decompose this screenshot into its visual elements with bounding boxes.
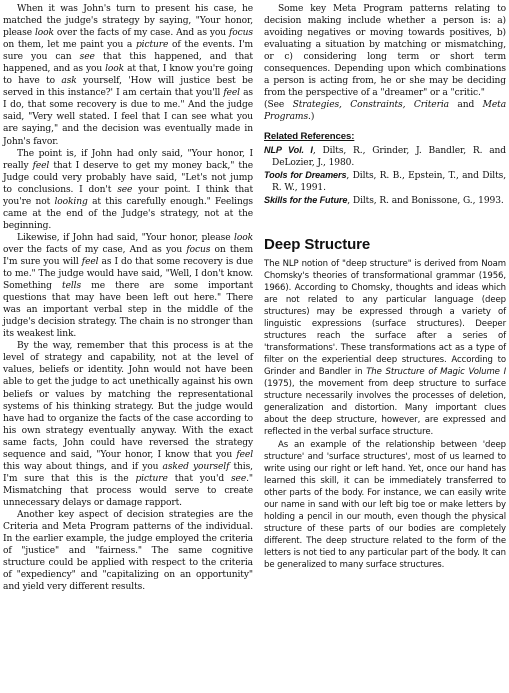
- emphasis: asked yourself: [162, 461, 230, 472]
- emphasis: picture: [135, 40, 169, 51]
- reference-item: NLP Vol. I, Dilts, R., Grinder, J. Bandler, R. and DeLozier, J., 1980.: [264, 144, 507, 168]
- emphasis: see: [79, 52, 95, 63]
- paragraph: The NLP notion of "deep structure" is derived from Noam Chomsky's theories of transformational grammar (1956, 1966). According to Chomsky, thoughts and ideas which are not related to any particular language (deep structures) may be expressed through a variety of linguistic expressions (surface structures). Deeper structures reach the surface after a series of 'transformations'. These transformations act as a type of filter on the experiential deep structures. According to Grinder and Bandler in The Structure of Magic Volume I (1975), the movement from deep structure to surface structure necessarily involves the processes of deletion, generalization and distortion. Many important clues about the deep structure, however, are expressed and reflected in the verbal surface structure.: [264, 258, 506, 438]
- emphasis: picture: [135, 473, 168, 484]
- reference-item: Skills for the Future, Dilts, R. and Bonissone, G., 1993.: [264, 194, 504, 206]
- emphasis: tells: [62, 281, 82, 292]
- see-also-note: (See Strategies, Constraints, Criteria and Meta Programs.): [264, 100, 507, 123]
- references-heading: Related References:: [264, 131, 355, 143]
- emphasis: feel: [236, 449, 253, 460]
- paragraph: The point is, if John had only said, "Your honor, I really feel that I deserve to get my money back," the Judge could very probably have said, "Let's not jump to conclusions. I don't see your point. I think that you're not looking at this carefully enough." Feelings came at the end of the Judge's strategy, not at the beginning.: [3, 148, 253, 231]
- emphasis: Meta Programs.: [264, 100, 507, 123]
- emphasis: look: [234, 232, 253, 243]
- paragraph: Another key aspect of decision strategies are the Criteria and Meta Program patterns of the individual. In the earlier example, the judge employed the criteria of "justice" and "fairness." The same cognitive structure could be applied with respect to the criteria of "expediency" and "capitalizing on an opportunity" and yield very different results.: [3, 509, 253, 593]
- emphasis: feel: [32, 160, 50, 171]
- emphasis: look: [105, 64, 125, 75]
- emphasis: looking: [54, 196, 88, 207]
- paragraph: Likewise, if John had said, "Your honor, please look over the facts of my case, And as you focus on them I'm sure you will feel as I do that some recovery is due to me." The judge would have said, "Well, I don't know. Something tells me there are some important questions that may have been left out here." There was an important verbal step in the middle of the judge's decision strategy. The chain is no stronger than its weakest link.: [3, 232, 254, 340]
- emphasis: feel: [223, 88, 240, 99]
- reference-item: Tools for Dreamers, Dilts, R. B., Epstein, T., and Dilts, R. W., 1991.: [264, 169, 506, 193]
- emphasis: ask: [61, 76, 77, 87]
- emphasis: feel: [81, 256, 99, 267]
- emphasis: focus: [186, 244, 211, 255]
- section-body: [264, 258, 506, 571]
- paragraph: When it was John's turn to present his case, he matched the judge's strategy by saying, "Your honor, please look over the facts of my case. And as you focus on them, let me paint you a picture of the events. I'm sure you can see that this happened, and that happened, and as you look at that, I know you're going to have to ask yourself, 'How will justice best be served in this instance?' I am certain that you'll feel as I do, that some recovery is due to me." And the judge said, "Very well stated. I feel that I can see what you are saying," and the decision was eventually made in John's favor.: [3, 4, 254, 147]
- emphasis: look: [34, 28, 54, 39]
- reference-title: Skills for the Future: [264, 194, 348, 205]
- paragraph: As an example of the relationship between 'deep structure' and 'surface structures', most of us learned to write using our right or left hand. Yet, once our hand has learned this skill, it can be immediately transferred to other parts of the body. For instance, we can easily write our name in sand with our left big toe or make letters by holding a pencil in our mouth, even though the physical structure of these parts of our bodies are completely different. The deep structure related to the form of the letters is not tied to any particular part of the body. It can be generalized to many surface structures.: [264, 439, 506, 570]
- section-title: Deep Structure: [264, 235, 371, 253]
- reference-title: NLP Vol. I: [264, 144, 313, 155]
- right-column: [264, 3, 506, 571]
- emphasis: see: [117, 184, 133, 195]
- emphasis: see: [230, 473, 247, 484]
- left-column: [3, 3, 253, 593]
- paragraph: By the way, remember that this process is at the level of strategy and capability, not at the level of values, beliefs or identity. John would not have been able to get the judge to act unethically against his own beliefs or values by matching the representational systems of his thinking strategy. But the judge would have had to organize the facts of the case according to his own strategy eventually anyway. With the exact same facts, John could have reversed the strategy sequence and said, "Your honor, I know that you feel this way about things, and if you asked yourself this, I'm sure that this is the picture that you'd see." Mismatching that process would serve to create unnecessary delays or damage rapport.: [3, 341, 253, 508]
- reference-title: Tools for Dreamers: [264, 169, 347, 180]
- emphasis: focus: [229, 28, 253, 39]
- paragraph: Some key Meta Program patterns relating to decision making include whether a person is: a) avoiding negatives or moving towards positives, b) evaluating a situation by matching or mismatching, or c) considering long term or short term consequences. Depending upon which combinations a person is acting from, he or she may be deciding from the perspective of a "dreamer" or a "critic.": [264, 4, 506, 99]
- emphasis: The Structure of Magic Volume I: [366, 367, 506, 378]
- emphasis: Strategies, Constraints, Criteria: [292, 100, 449, 111]
- references-list: [264, 144, 506, 207]
